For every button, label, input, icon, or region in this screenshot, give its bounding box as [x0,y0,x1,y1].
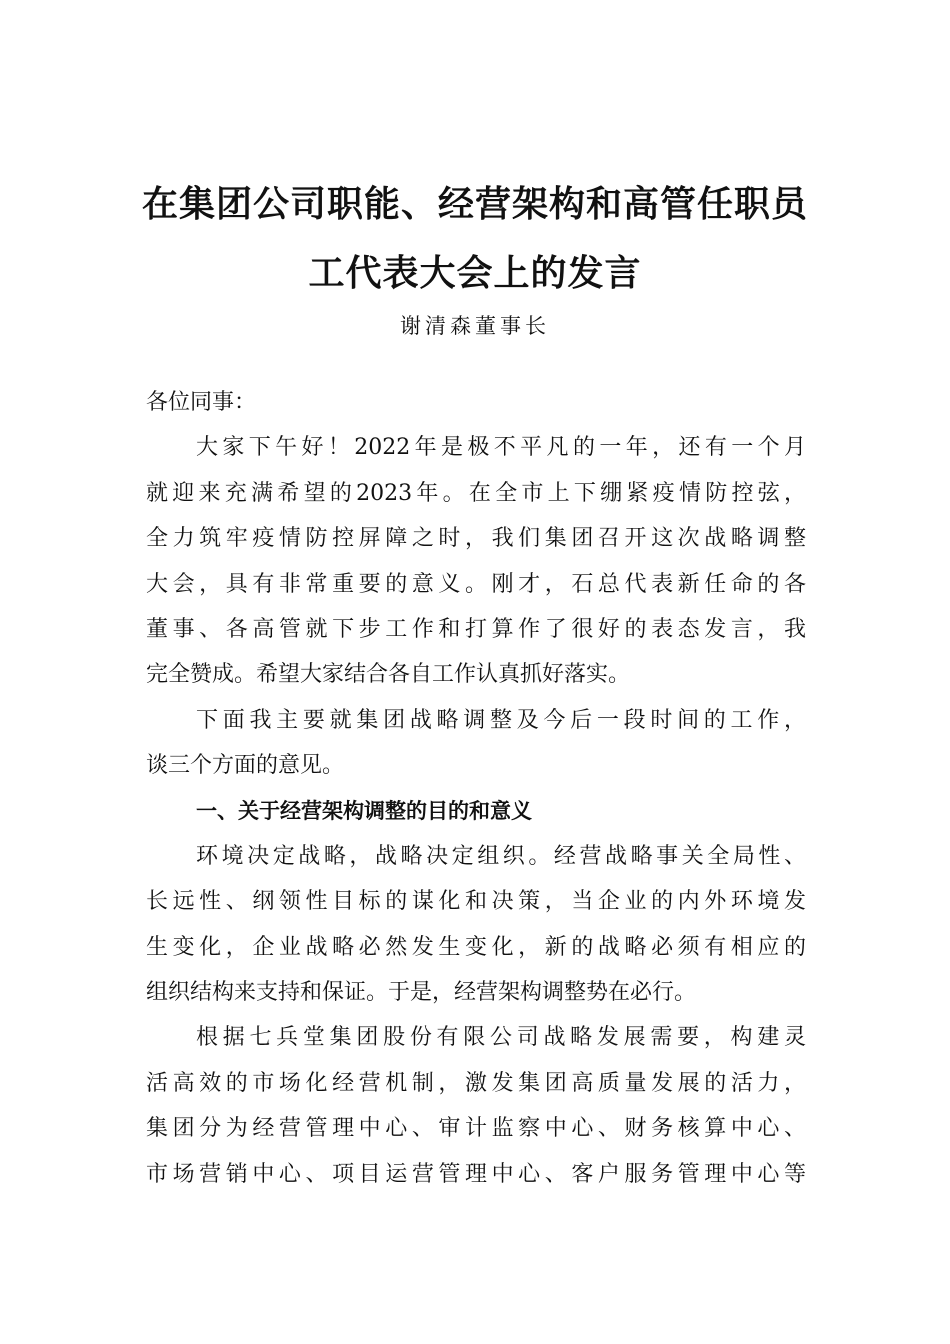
salutation: 各位同事： [146,390,257,415]
text-line: 活高效的市场化经营机制，激发集团高质量发展的活力， [146,1070,806,1096]
text-line: 完全赞成。希望大家结合各自工作认真抓好落实。 [146,662,631,688]
text-line: 大家下午好！2022年是极不平凡的一年，还有一个月 [196,435,806,461]
text-line: 环境决定战略，战略决定组织。经营战略事关全局性、 [196,843,806,869]
paragraph-greeting [146,425,806,697]
text-line: 下面我主要就集团战略调整及今后一段时间的工作， [196,707,806,733]
text-line: 组织结构来支持和保证。于是，经营架构调整势在必行。 [146,980,697,1006]
text-line: 董事、各高管就下步工作和打算作了很好的表态发言，我 [146,616,806,642]
text-line: 集团分为经营管理中心、审计监察中心、财务核算中心、 [146,1116,806,1142]
speaker-name: 谢清森董事长 [400,314,550,338]
document-body [146,380,806,1197]
text-line: 大会，具有非常重要的意义。刚才，石总代表新任命的各 [146,571,806,597]
text-line: 谈三个方面的意见。 [146,753,345,779]
document-title-line-2: 工代表大会上的发言 [308,252,642,294]
text-line: 生变化，企业战略必然发生变化，新的战略必须有相应的 [146,934,806,960]
text-line: 就迎来充满希望的2023年。在全市上下绷紧疫情防控弦， [146,480,806,506]
paragraph-restructure [146,1015,806,1197]
text-line: 市场营销中心、项目运营管理中心、客户服务管理中心等 [146,1161,806,1187]
paragraph-strategy [146,834,806,1016]
text-line: 长远性、纲领性目标的谋化和决策，当企业的内外环境发 [146,889,806,915]
document-title-line-1: 在集团公司职能、经营架构和高管任职员 [141,183,808,225]
text-line: 全力筑牢疫情防控屏障之时，我们集团召开这次战略调整 [146,526,806,552]
paragraph-overview [146,698,806,789]
section-heading: 一、关于经营架构调整的目的和意义 [196,798,532,823]
text-line: 根据七兵堂集团股份有限公司战略发展需要，构建灵 [196,1025,806,1051]
